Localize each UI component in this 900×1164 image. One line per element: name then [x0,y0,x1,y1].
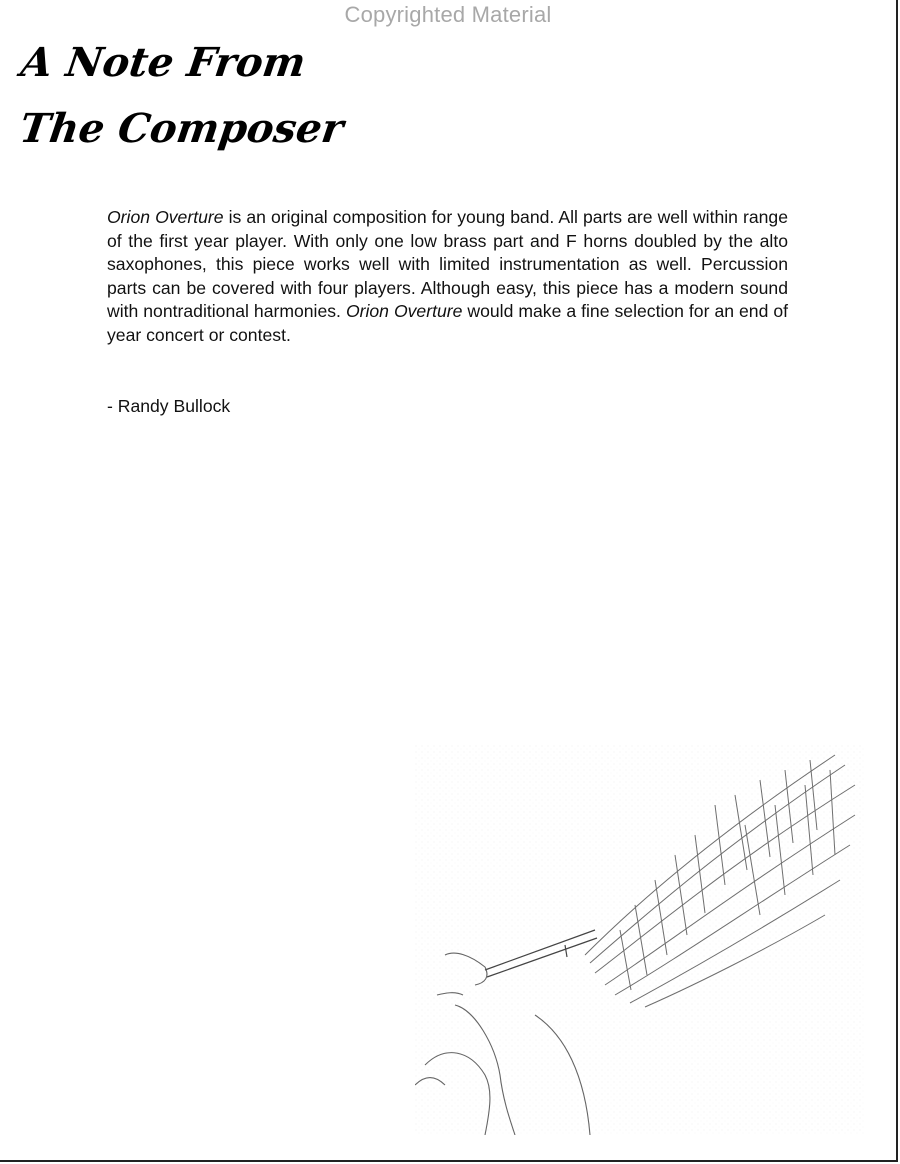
paragraph-text-part-2: would make a fine selection for an end of year concert or contest. [107,301,789,345]
trumpet-player-sketch-icon [415,745,865,1135]
piece-title: Orion Overture [107,207,224,227]
heading-line-2: The Composer [16,105,347,152]
copyright-watermark: Copyrighted Material [344,2,552,27]
heading-line-1: A Note From [18,39,309,86]
composer-signature: - Randy Bullock [107,396,231,416]
composer-note-paragraph [107,206,788,348]
piece-title-repeat: Orion Overture [345,301,463,322]
paragraph-text-part-1: is an original composition for young band. All parts are well within range of the first year player. With only one low brass part and F horns doubled by the alto saxophones, this piece works well with limited instrumentation as well. Percussion parts can be covered with four players. Although easy, this piece has a modern sound with nontraditional harmonies. [107,207,788,322]
page-heading [7,30,356,162]
